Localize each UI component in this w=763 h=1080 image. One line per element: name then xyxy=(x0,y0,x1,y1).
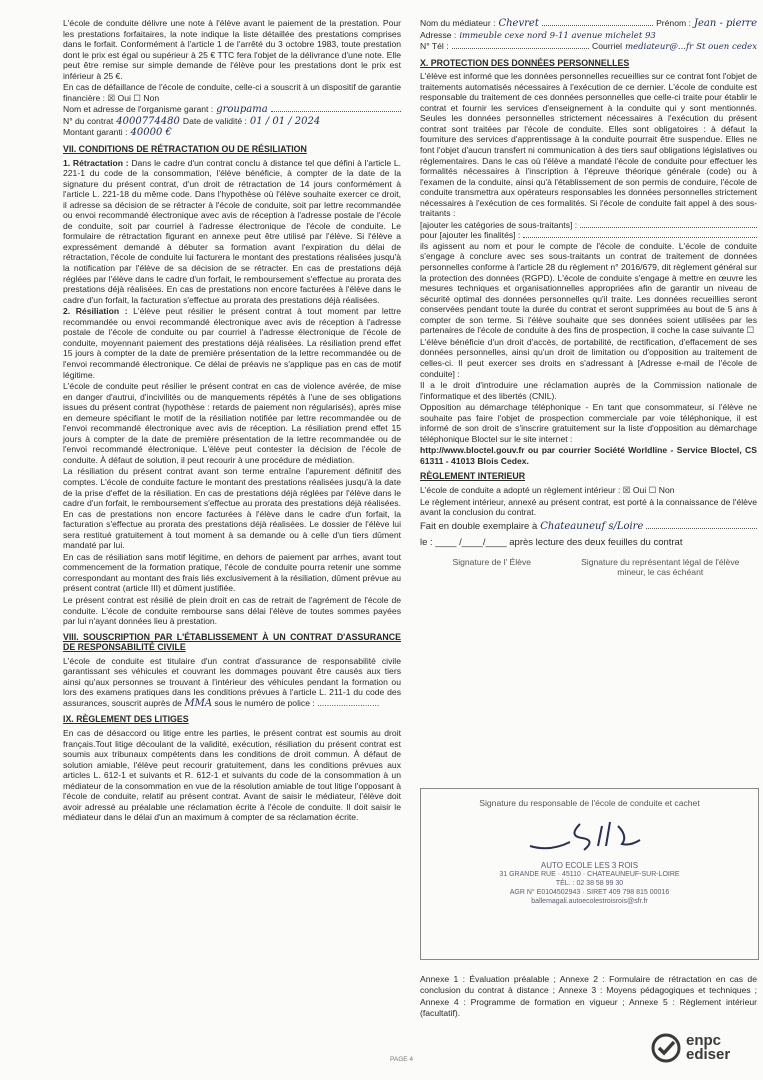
validite-value: 01 / 01 / 2024 xyxy=(249,115,321,127)
montant-value: 40000 € xyxy=(130,127,172,139)
assureur-value: MMA xyxy=(184,697,213,709)
page-number: PAGE 4 xyxy=(390,1056,414,1063)
courriel-value: mediateur@...fr xyxy=(625,42,694,53)
resiliation-p5: Le présent contrat est résilié de plein droit en cas de retrait de l'agrément de l'école de conduite. L'école de conduite rembourse sans délai l'élève de toutes sommes payées par lui n'ayant données lieu à prestation. xyxy=(63,594,401,627)
donnees-p1: L'élève est informé que les données personnelles recueillies sur ce contrat font l'objet de traitements automatisés nécessaires à l'exécution de ce dernier. L'école de conduite est responsable du traitement de ces données personnelles que celle-ci traite pour établir le contrat et fournir les services d'enseignement à la conduite qui y sont mentionnés. Seules les données personnelles strictement nécessaires à l'exécution du présent contrat sont traitées par l'école de conduite. Elles sont obligatoires : à défaut la fourniture des services d'apprentissage à la conduite pourrait être suspendue. Elles ne font l'objet d'aucun transfert ni communication à des tiers sauf obligations législatives ou réglementaires. Dans le cas où l'élève a mandaté l'école de conduite pour effectuer les formalités nécessaires à l'inscription à l'épreuve théorique générale (code) ou à l'examen de la conduite, ainsi qu'à l'établissement de son permis de conduire, l'école de conduite transmettra aux opérateurs responsables les données personnelles strictement nécessaires à l'exécution de ces formalités. Si l'école de conduite fait appel à des sous-traitants : xyxy=(420,71,757,219)
reglement-title: RÈGLEMENT INTERIEUR xyxy=(420,471,526,482)
prenom-value: Jean - pierre xyxy=(693,18,757,29)
enpc-ediser-logo: enpc ediser xyxy=(650,1028,758,1068)
reglement-line: L'école de conduite a adopté un règlement intérieur : ☒ Oui ☐ Non xyxy=(420,484,675,495)
garantie-paragraph: En cas de défaillance de l'école de conduite, celle-ci a souscrit à un dispositif de garantie financière : ☒ Oui ☐ Non xyxy=(63,82,401,103)
resiliation-paragraph: 2. Résiliation : L'élève peut résilier le présent contrat à tout moment par lettre recommandée ou envoi recommandé électronique avec avis de réception à l'adresse postale de l'école de conduite ou par courriel à l'adresse électronique de l'école de conduite, moyennant paiement des prestations déjà réalisées. La résiliation prend effet 15 jours à compter de la date de première présentation de la lettre recommandée ou de l'envoi recommandé électronique. Ce délai de préavis ne s'applique pas en cas de motif légitime. xyxy=(63,306,401,380)
fait-line: Fait en double exemplaire à Chateauneuf s/Loire xyxy=(420,522,757,533)
signature-scrawl xyxy=(510,816,670,856)
tel-line: N° Tél : Courriel mediateur@...fr St ouen cedex xyxy=(420,41,757,53)
donnees-p4: Il a le droit d'introduire une réclamation auprès de la Commission nationale de l'informatique et des libertés (CNIL). xyxy=(420,380,757,401)
signature-representant: Signature du représentant légal de l'élève mineur, le cas échéant xyxy=(581,556,740,578)
section-8-title: VIII. SOUSCRIPTION PAR L'ÉTABLISSEMENT À UN CONTRAT D'ASSURANCE DE RESPONSABILITÉ CIVILE xyxy=(63,631,401,653)
signature-responsable-label: Signature du responsable de l'école de conduite et cachet xyxy=(479,798,700,808)
finalites-line: pour [ajouter les finalités] : xyxy=(420,230,757,241)
retractation-paragraph: 1. Rétractation : Dans le cadre d'un contrat conclu à distance tel que défini à l'article L. 221-1 du code de la consommation, l'élève bénéficie, à compter de la date de la signature du présent contrat, d'un droit de rétractation de 14 jours conformément à l'article L. 221-18 du même code. Dans l'hypothèse où l'élève souhaite exercer ce droit, il adresse sa décision de se rétracter à l'école de conduite, soit par lettre recommandée ou envoi recommandé électronique avec avis de réception à l'adresse postale de l'école de conduite, soit par courriel à l'adresse électronique de l'école de conduite. Le formulaire de rétractation figurant en annexe peut être utilisé par l'élève. Si l'élève a expressément demandé à débuter sa formation avant l'expiration du délai de rétractation, l'école de conduite lui facturera le montant des prestations réalisées jusqu'à la notification par l'élève de sa décision de se rétracter. En cas de prestations déjà réglées par l'élève dans le cadre d'un forfait, le remboursement s'effectue au prorata des prestations déjà réalisées. En cas de prestations non encore facturées à l'élève dans le cadre d'un forfait, la facturation s'effectue au prorata des prestations déjà réalisées. xyxy=(63,157,402,305)
montant-line: Montant garanti : 40000 € xyxy=(63,127,172,139)
garantie-non-checkbox[interactable]: ☐ Non xyxy=(133,92,160,103)
section-9-title: IX. RÈGLEMENT DES LITIGES xyxy=(63,714,189,725)
organisme-value: groupama xyxy=(216,104,268,116)
contrat-line: N° du contrat 4000774480 Date de validité : 01 / 01 / 2024 xyxy=(63,115,321,127)
donnees-p2: ils agissent au nom et pour le compte de l'école de conduite. L'école de conduite s'engage à conclure avec ses sous-traitants un contrat de traitement de données personnelles conforme à l'article 28 du règlement n° 2016/679, dit règlement général sur la protection des données (RGPD). L'école de conduite s'engage à mettre en œuvre les mesures techniques et organisationnelles appropriées afin de garantir un niveau de sécurité optimal des données personnelles qu'il traite. Les données recueillies seront conservées pendant toute la durée du contrat et seront supprimées au bout de 5 ans à compter de son terme. Si l'élève souhaite que ses données soient utilisées par les partenaires de l'école de conduite à des fins de prospection, il coche la case suivante ☐ xyxy=(420,240,757,336)
litiges-paragraph: En cas de désaccord ou litige entre les parties, le présent contrat est soumis au droit français.Tout litige découlant de la validité, exécution, résiliation du présent contrat est soumis aux tribunaux compétents dans les conditions de droit commun. À défaut de solution amiable, l'élève peut recourir gratuitement, dans les conditions prévues aux articles L. 612-1 et suivants et R. 612-1 et suivants du code de la consommation à un médiateur de la consommation en vue de la résolution amiable de tout litige l'opposant à l'école de conduite, relatif au présent contrat. Avant de saisir le médiateur, l'élève doit avoir adressé au préalable une réclamation écrite à l'école de conduite. Il doit saisir le médiateur dans le délai d'un an maximum à compter de sa réclamation écrite. xyxy=(63,728,401,823)
left-column xyxy=(63,18,401,824)
signature-eleve: Signature de l' Élève xyxy=(452,556,532,567)
resiliation-p2: L'école de conduite peut résilier le présent contrat en cas de violence avérée, de mise en danger d'autrui, d'incivilités ou de manquements répétés à l'une de ses obligations issues du présent contrat (hypothèse : retards de paiement non régularisés), après mise en demeure spécifiant le motif de la résiliation notifiée par lettre recommandée ou de l'envoi recommandé électronique avec avis de réception. La résiliation prend effet 15 jours à compter de la date de première présentation de la lettre recommandée ou de l'envoi recommandé électronique. L'élève peut contester la décision de l'école de conduite. À défaut de solution, il peut recourir à une procédure de médiation. xyxy=(63,381,401,465)
reglement-non-checkbox[interactable]: ☐ Non xyxy=(648,484,675,495)
section-10-title: X. PROTECTION DES DONNÉES PERSONNELLES xyxy=(420,57,630,68)
reglement-oui-checkbox[interactable]: ☒ Oui xyxy=(622,484,647,495)
adresse-value: immeuble cexe nord 9-11 avenue michelet 93 xyxy=(459,30,656,41)
garantie-oui-checkbox[interactable]: ☒ Oui xyxy=(107,92,131,103)
ville-value: St ouen cedex xyxy=(696,42,757,53)
donnees-p3: L'élève bénéficie d'un droit d'accès, de portabilité, de rectification, d'effacement de ses données personnelles, ainsi qu'un droit de limitation ou d'opposition au traitement de celles-ci. Il peut exercer ses droits en s'adressant à [Adresse e-mail de l'école de conduite] : xyxy=(420,336,757,379)
handwritten-signature xyxy=(421,816,758,861)
bloctel-info: http://www.bloctel.gouv.fr ou par courrier Société Worldline - Service Bloctel, CS 61311 - 41013 Blois Cedex. xyxy=(420,445,757,466)
resiliation-p4: En cas de résiliation sans motif légitime, en dehors de paiement par arrhes, avant tout commencement de la formation pratique, l'école de conduite pourra retenir une somme correspondant au montant des frais liés exclusivement à la résiliation, dûment prévue au présent contrat (article III) et dûment justifiée. xyxy=(63,551,401,594)
sous-traitants-line: [ajouter les catégories de sous-traitants] : xyxy=(420,220,757,231)
check-circle-icon xyxy=(650,1032,682,1064)
adresse-line: Adresse : immeuble cexe nord 9-11 avenue michelet 93 xyxy=(420,29,656,41)
reglement-text: Le règlement intérieur, annexé au présent contrat, est porté à la connaissance de l'élève avant la conclusion du contrat. xyxy=(420,496,757,518)
school-stamp: AUTO ECOLE LES 3 ROIS 31 GRANDE RUE · 45110 · CHATEAUNEUF-SUR-LOIRE TÉL. : 02 38 58 99 30 AGR N° E0104502943 · SIRET 409 798 815 00016 ballemagali.autoecolestroisrois@sfr.fr xyxy=(499,861,680,905)
school-signature-box xyxy=(420,788,759,960)
right-column xyxy=(420,18,757,578)
mediateur-line: Nom du médiateur : Chevret Prénom : Jean - pierre xyxy=(420,18,757,29)
date-line: le : ____ /____/____ après lecture des deux feuilles du contrat xyxy=(420,537,683,549)
resiliation-p3: La résiliation du présent contrat avant son terme entraîne l'apurement définitif des comptes. L'école de conduite facture le montant des prestations réalisées jusqu'à la date de la prise d'effet de la résiliation. En cas de prestations déjà réglées par l'élève dans le cadre d'un forfait, le remboursement s'effectue au prorata des prestations déjà réalisées. En cas de prestations non encore facturées à l'élève dans le cadre d'un forfait, la facturation s'effectue au prorata des prestations déjà réalisées. Le dossier de l'élève lui sera restitué gratuitement à tout moment à sa demande ou à celle d'un tiers dûment mandaté par lui. xyxy=(63,466,401,551)
section-7-title: VII. CONDITIONS DE RÉTRACTATION OU DE RÉSILIATION xyxy=(63,144,307,155)
organisme-line: Nom et adresse de l'organisme garant : groupama xyxy=(63,104,401,116)
contrat-value: 4000774480 xyxy=(116,115,180,127)
mediateur-value: Chevret xyxy=(498,18,539,29)
donnees-p5: Opposition au démarchage téléphonique - En tant que consommateur, si l'élève ne souhaite pas faire l'objet de prospection commerciale par voie téléphonique, il est informé de son droit de s'inscrire gratuitement sur la liste d'opposition au démarchage téléphonique Bloctel sur le site internet : xyxy=(420,402,757,444)
annexes-list: Annexe 1 : Évaluation préalable ; Annexe 2 : Formulaire de rétractation en cas de conclusion du contrat à distance ; Annexe 3 : Moyens pédagogiques et techniques ; Annexe 4 : Programme de formation en vigueur ; Annexe 5 : Règlement intérieur (facultatif). xyxy=(420,974,757,1019)
fait-value: Chateauneuf s/Loire xyxy=(540,520,644,532)
intro-paragraph: L'école de conduite délivre une note à l'élève avant le paiement de la prestation. Pour les prestations forfaitaires, la note indique la liste détaillée des prestations comprises dans le forfait. Conformément à l'article 1 de l'arrêté du 3 octobre 1983, toute prestation dont le prix est égal ou supérieur à 25 € TTC fera l'objet de la délivrance d'une note. Elle peut être remise sur simple demande de l'élève pour les prestations dont le prix est inférieur à 25 €. xyxy=(63,18,401,81)
signature-row xyxy=(420,557,757,578)
assurance-paragraph: L'école de conduite est titulaire d'un contrat d'assurance de responsabilité civile garantissant ses véhicules et couvrant les dommages pouvant être causés aux tiers ainsi qu'aux personnes se trouvant à l'intérieur des véhicules pendant la formation ou lors des examens pratiques dans les conditions prévues à l'article L. 211-1 du code des assurances, souscrit auprès de MMA sous le numéro de police : .......................... xyxy=(63,655,401,709)
